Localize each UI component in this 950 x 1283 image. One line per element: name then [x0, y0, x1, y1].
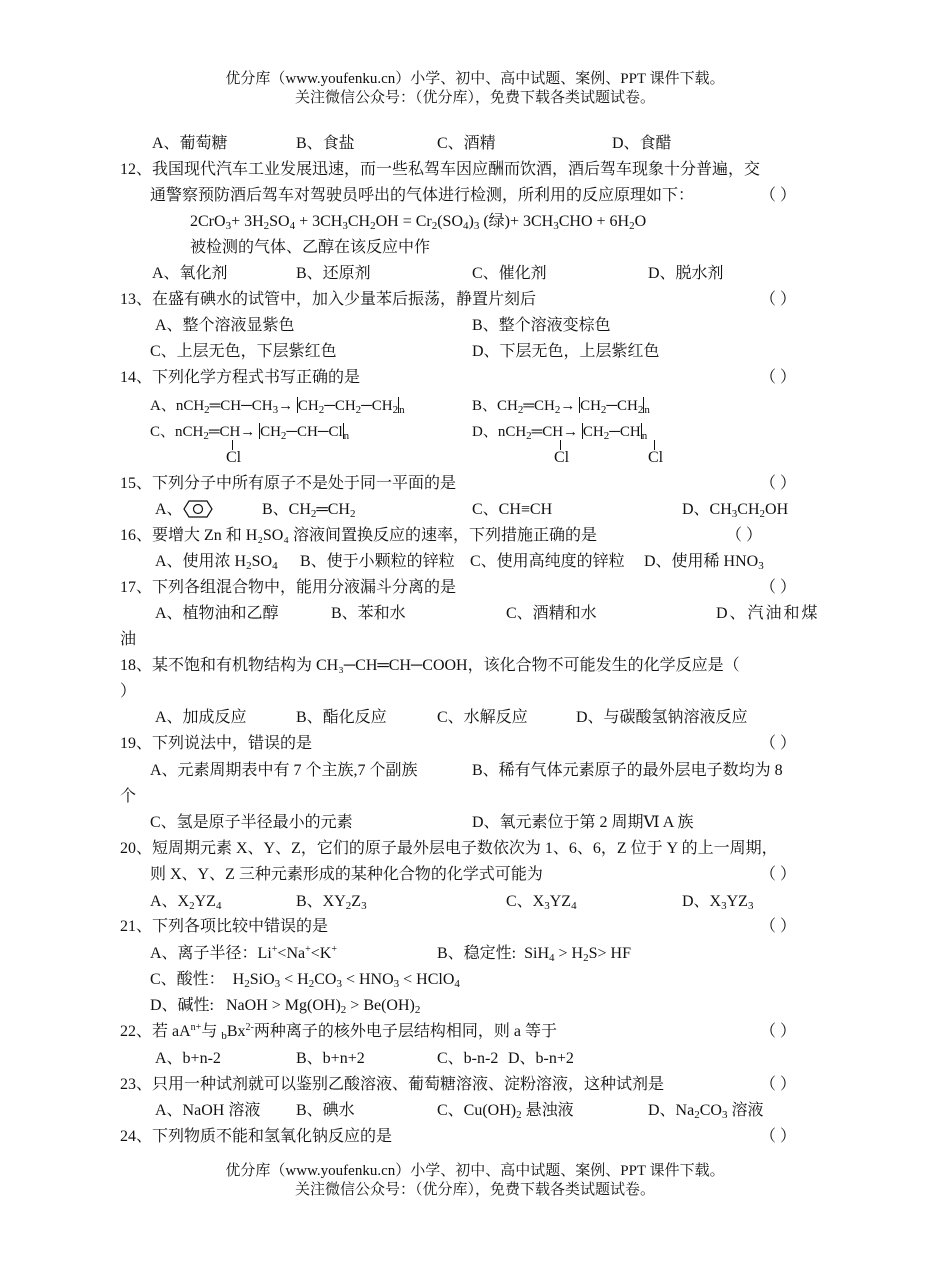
q12-answer-paren: （ ） [760, 187, 797, 204]
q21-answer-paren: （ ） [760, 918, 797, 935]
q20-option-d: D、$X_3YZ_3$ [682, 893, 754, 912]
q14-option-b: B、$CH_2═CH_2\to$ $CH_2─CH_{2n}$ [472, 398, 650, 416]
q17-option-b: B、苯和水 [331, 605, 406, 622]
q17-option-c: C、酒精和水 [506, 605, 597, 622]
q11-option-b: B、食盐 [296, 135, 355, 152]
q12-note: 被检测的气体、乙醇在该反应中作 [190, 239, 431, 256]
q23-option-d: D、$Na_2CO_3$ 溶液 [648, 1102, 764, 1121]
q14-stem: 14、下列化学方程式书写正确的是 [120, 369, 361, 386]
q12-option-a: A、氧化剂 [152, 265, 228, 282]
q12-option-d: D、脱水剂 [648, 265, 724, 282]
q22-option-c: C、b-n-2 [437, 1050, 499, 1067]
q12-option-b: B、还原剂 [296, 265, 371, 282]
q24-stem: 24、下列物质不能和氢氧化钠反应的是 [120, 1128, 393, 1145]
q23-option-c: C、$Cu(OH)_2$ 悬浊液 [437, 1102, 574, 1121]
q19-option-b-cont: 个 [120, 788, 137, 805]
q14-option-c: C、nCH$_2$═CH→ $CH_2─CH─Cl_n$ [150, 424, 350, 442]
q19-option-b: B、稀有气体元素原子的最外层电子数均为 8 [472, 762, 783, 779]
q11-option-a: A、葡萄糖 [152, 135, 228, 152]
q22-answer-paren: （ ） [760, 1023, 797, 1040]
q12-equation: $2CrO_3+ 3H_2SO_4 + 3CH_3CH_2OH = Cr_2(SO_4)_3$ (绿)+ $3CH_3CHO + 6H_2O$ [190, 213, 647, 232]
q15-option-c: C、CH≡CH [472, 501, 553, 518]
q18-option-b: B、酯化反应 [296, 709, 387, 726]
q23-stem: 23、只用一种试剂就可以鉴别乙酸溶液、葡萄糖溶液、淀粉溶液，这种试剂是 [120, 1076, 665, 1093]
q16-answer-paren: （ ） [726, 527, 763, 544]
q14-option-d: D、nCH$_2$═CH→ $CH_2─CH_n$ [472, 424, 648, 442]
q18-stem-cont: ） [120, 683, 137, 700]
q17-option-d: D、汽油和煤 [716, 605, 820, 622]
q18-option-c: C、水解反应 [437, 709, 528, 726]
q14-d-cl-1: Cl [554, 449, 570, 466]
page-header-line-2: 关注微信公众号：（优分库），免费下载各类试题试卷。 [294, 90, 655, 106]
q11-option-c: C、酒精 [437, 135, 496, 152]
q13-option-c: C、上层无色，下层紫红色 [150, 343, 337, 360]
page-header-line-1: 优分库（www.youfenku.cn）小学、初中、高中试题、案例、PPT 课件下载。 [225, 71, 725, 87]
q14-answer-paren: （ ） [760, 369, 797, 386]
q20-stem-line-1: 20、短周期元素 X、Y、Z，它们的原子最外层电子数依次为 1、6、6，Z 位于 Y 的上一周期， [120, 840, 778, 857]
q21-option-a: A、离子半径：Li+<Na+<K+ [150, 944, 337, 962]
q19-stem: 19、下列说法中，错误的是 [120, 735, 313, 752]
page-footer-line-2: 关注微信公众号：（优分库），免费下载各类试题试卷。 [294, 1182, 655, 1198]
q19-option-c: C、氢是原子半径最小的元素 [150, 814, 353, 831]
q15-answer-paren: （ ） [760, 475, 797, 492]
q21-option-d: D、碱性: NaOH > $Mg(OH)_2 > Be(OH)_2$ [150, 997, 421, 1016]
q15-option-a: A、 [155, 500, 213, 520]
q14-c-cl: Cl [226, 449, 242, 466]
benzene-ring-icon [183, 500, 213, 518]
q14-option-a: A、$nCH_2═CH─CH_3\to$ $CH_2─CH_2─CH_{2n}$ [150, 398, 405, 416]
q13-answer-paren: （ ） [760, 291, 797, 308]
q13-option-b: B、整个溶液变棕色 [472, 317, 611, 334]
q16-option-d: D、使用稀 $HNO_3$ [644, 553, 764, 572]
q19-option-a: A、元素周期表中有 7 个主族,7 个副族 [150, 762, 418, 779]
q21-option-c: C、酸性： $H_2SiO_3 < H_2CO_3 < HNO_3$ < HClO$_4$ [150, 971, 460, 990]
q15-stem: 15、下列分子中所有原子不是处于同一平面的是 [120, 475, 457, 492]
q18-option-a: A、加成反应 [155, 709, 247, 726]
q23-option-b: B、碘水 [296, 1102, 355, 1119]
q19-option-d: D、氧元素位于第 2 周期Ⅵ A 族 [472, 814, 694, 831]
q19-answer-paren: （ ） [760, 735, 797, 752]
q22-option-a: A、b+n-2 [155, 1050, 221, 1067]
q22-option-b: B、b+n+2 [296, 1050, 365, 1067]
q16-option-c: C、使用高纯度的锌粒 [470, 553, 625, 570]
q13-stem: 13、在盛有碘水的试管中，加入少量苯后振荡，静置片刻后 [120, 291, 537, 308]
q22-stem: 22、若 $aA^{n+}$与 $_bBx^{2-}$两种离子的核外电子层结构相同，则 a 等于 [120, 1022, 557, 1042]
q18-stem: 18、某不饱和有机物结构为 CH₃─CH═CH─COOH，该化合物不可能发生的化学反应是（ [120, 657, 740, 674]
q21-option-b: B、稳定性: $SiH_4 > H_2S>$ HF [437, 945, 631, 964]
q12-stem-line-1: 12、我国现代汽车工业发展迅速，而一些私驾车因应酬而饮酒，酒后驾车现象十分普遍，交 [120, 161, 761, 178]
q20-option-b: B、$XY_2Z_3$ [296, 893, 367, 912]
q17-answer-paren: （ ） [760, 579, 797, 596]
q20-option-a: A、$X_2YZ_4$ [150, 893, 222, 912]
q15-option-b: B、$CH_2═CH_2$ [262, 501, 356, 520]
q17-stem: 17、下列各组混合物中，能用分液漏斗分离的是 [120, 579, 457, 596]
q20-option-c: C、$X_3YZ_4$ [506, 893, 577, 912]
q14-d-cl-2: Cl [648, 449, 664, 466]
q18-option-d: D、与碳酸氢钠溶液反应 [576, 709, 748, 726]
q20-answer-paren: （ ） [760, 866, 797, 883]
q20-stem-line-2: 则 X、Y、Z 三种元素形成的某种化合物的化学式可能为 [150, 866, 543, 883]
q23-option-a: A、NaOH 溶液 [155, 1102, 261, 1119]
q16-stem: 16、要增大 Zn 和 H₂SO₄ 溶液间置换反应的速率，下列措施正确的是 [120, 527, 597, 544]
q22-option-d: D、b-n+2 [508, 1050, 574, 1067]
q24-answer-paren: （ ） [760, 1128, 797, 1145]
q12-stem-line-2: 通警察预防酒后驾车对驾驶员呼出的气体进行检测，所利用的反应原理如下： [150, 187, 695, 204]
q16-option-b: B、使于小颗粒的锌粒 [300, 553, 455, 570]
q23-answer-paren: （ ） [760, 1076, 797, 1093]
q12-option-c: C、催化剂 [472, 265, 547, 282]
q13-option-d: D、下层无色，上层紫红色 [472, 343, 660, 360]
q15-option-d: D、$CH_3CH_2OH$ [682, 501, 789, 520]
q21-stem: 21、下列各项比较中错误的是 [120, 918, 329, 935]
q17-option-a: A、植物油和乙醇 [155, 605, 279, 622]
q17-option-d-cont: 油 [120, 631, 137, 648]
q11-option-d: D、食醋 [612, 135, 672, 152]
q16-option-a: A、使用浓 $H_2SO_4$ [155, 553, 278, 572]
page-footer-line-1: 优分库（www.youfenku.cn）小学、初中、高中试题、案例、PPT 课件下载。 [225, 1163, 725, 1179]
q13-option-a: A、整个溶液显紫色 [155, 317, 295, 334]
